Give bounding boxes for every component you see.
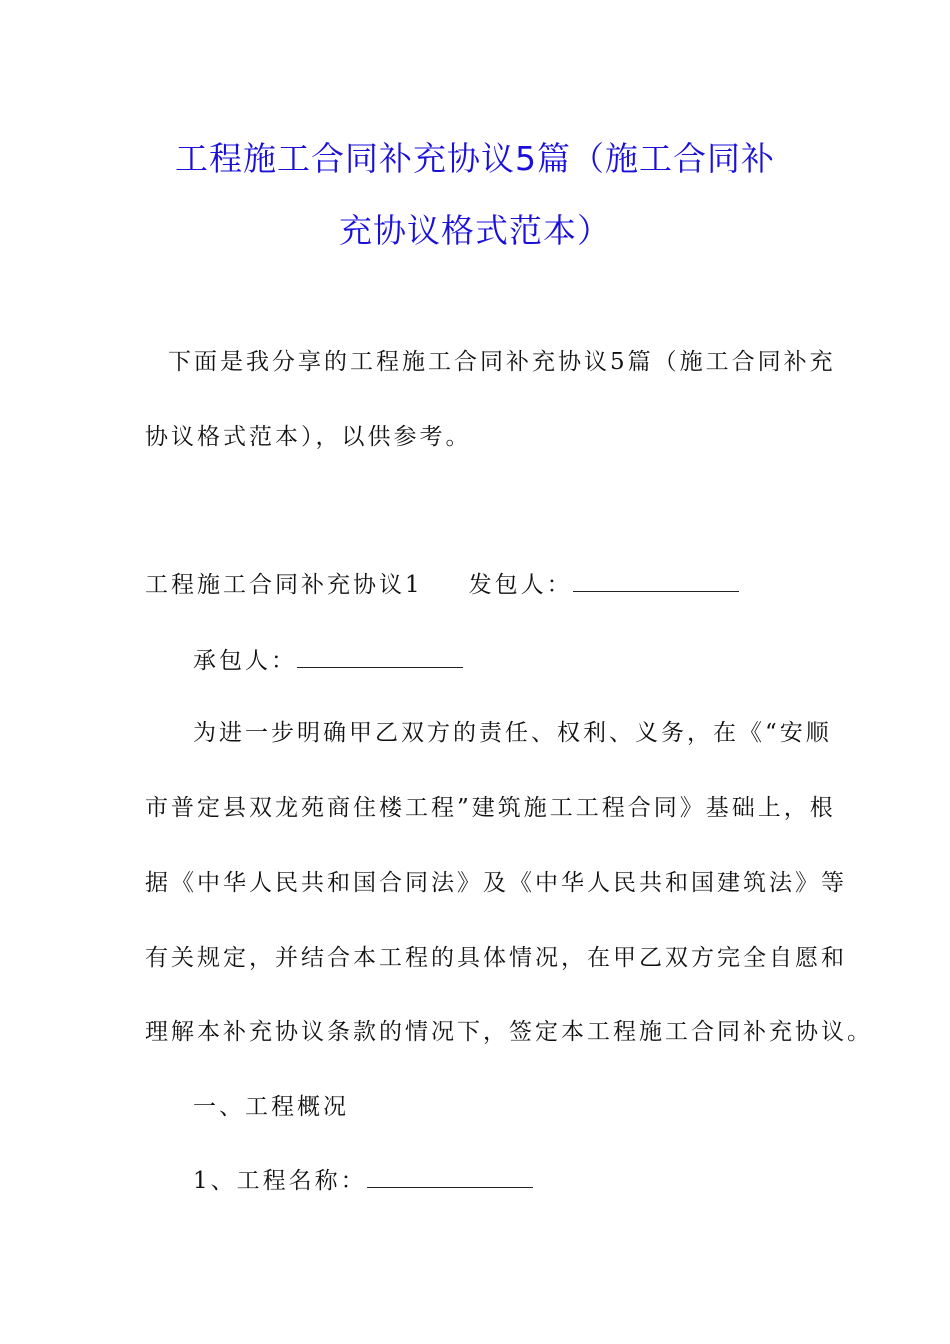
- document-title-line-1: 工程施工合同补充协议5篇（施工合同补: [175, 139, 775, 178]
- party-b-row: [193, 646, 463, 676]
- body-line-1: 为进一步明确甲乙双方的责任、权利、义务，在《“安顺: [193, 720, 832, 746]
- party-b-label: 承包人：: [193, 648, 297, 674]
- item-1-blank: [367, 1167, 533, 1188]
- intro-line-2: 协议格式范本），以供参考。: [145, 424, 472, 450]
- section-1-heading: 一、工程概况: [193, 1094, 349, 1120]
- intro-line-1: 下面是我分享的工程施工合同补充协议5篇（施工合同补充: [168, 349, 836, 375]
- document-title-line-2: 充协议格式范本）: [339, 211, 611, 250]
- body-line-5: 理解本补充协议条款的情况下，签定本工程施工合同补充协议。: [145, 1019, 873, 1045]
- party-b-blank: [297, 647, 463, 668]
- body-line-4: 有关规定，并结合本工程的具体情况，在甲乙双方完全自愿和: [145, 945, 847, 971]
- body-line-2: 市普定县双龙苑商住楼工程”建筑施工工程合同》基础上，根: [145, 795, 836, 821]
- agreement-header-row: [145, 570, 739, 600]
- party-a-blank: [573, 571, 739, 592]
- agreement-heading: 工程施工合同补充协议1: [145, 572, 423, 598]
- item-1-row: [193, 1166, 533, 1196]
- item-1-label: 1、工程名称：: [193, 1168, 367, 1194]
- party-a-label: 发包人：: [468, 572, 573, 598]
- body-line-3: 据《中华人民共和国合同法》及《中华人民共和国建筑法》等: [145, 870, 847, 896]
